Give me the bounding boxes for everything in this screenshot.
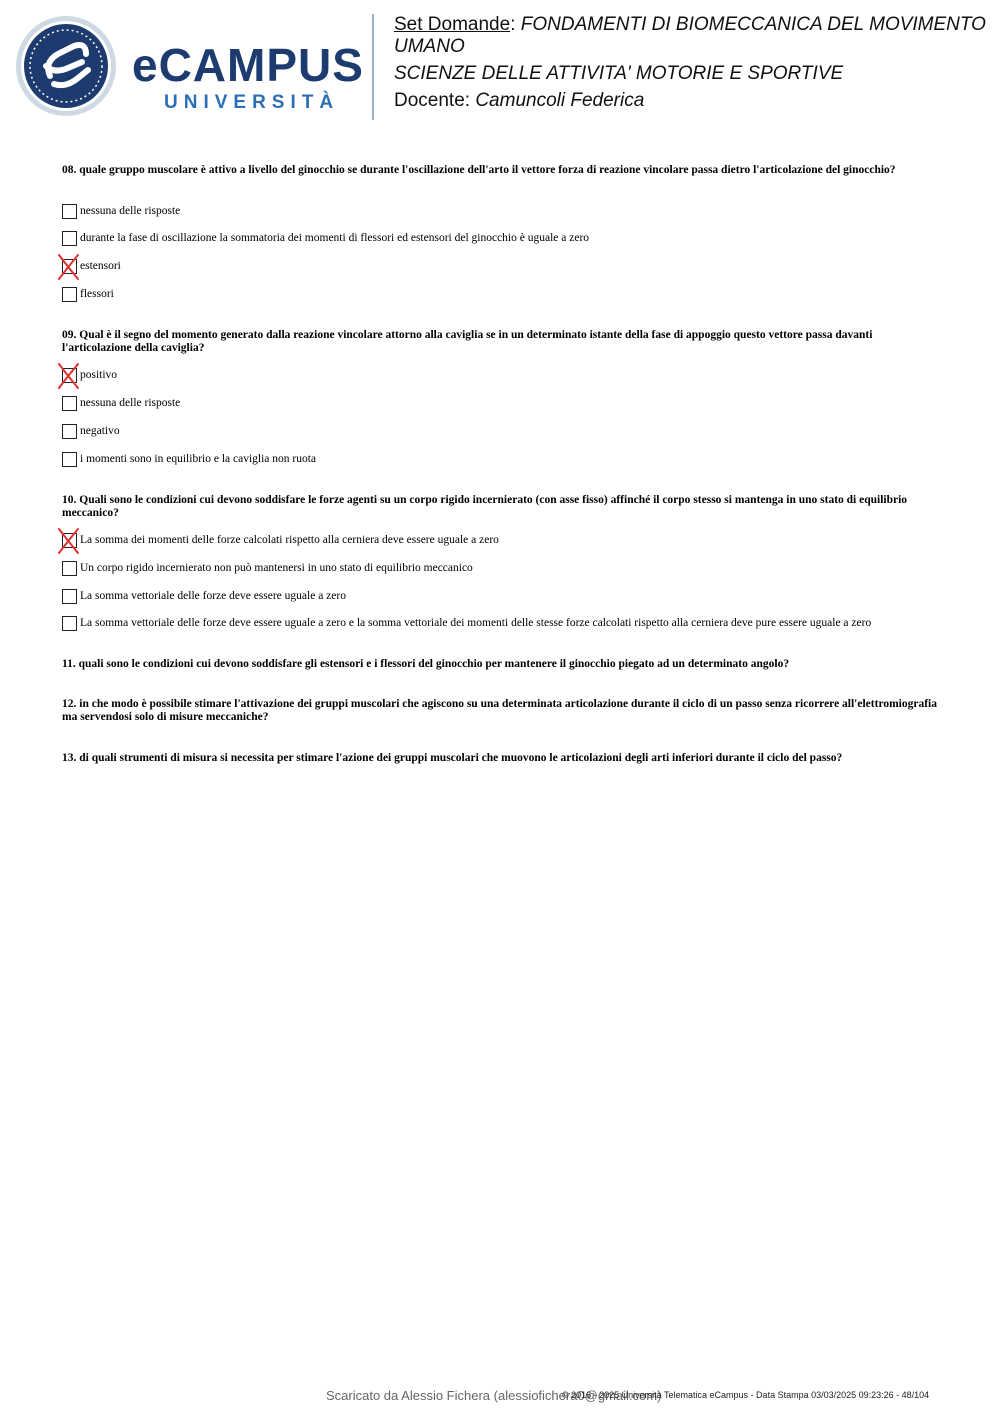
- option-label: flessori: [80, 288, 114, 300]
- checkbox[interactable]: [62, 589, 77, 604]
- answer-option[interactable]: [62, 287, 962, 303]
- course-name: SCIENZE DELLE ATTIVITA' MOTORIE E SPORTIVE: [394, 63, 844, 84]
- checkbox[interactable]: [62, 424, 77, 439]
- set-label: Set Domande: [394, 14, 511, 35]
- brand-name: eCAMPUS: [132, 39, 364, 91]
- checkbox[interactable]: [62, 452, 77, 467]
- option-label: estensori: [80, 260, 121, 272]
- checked-x-icon: [56, 253, 82, 281]
- answer-option[interactable]: [62, 589, 962, 605]
- header-divider: [372, 14, 374, 120]
- answer-option[interactable]: [62, 561, 962, 577]
- option-label: negativo: [80, 425, 120, 437]
- question-title: 08. quale gruppo muscolare è attivo a livello del ginocchio se durante l'oscillazione dell'arto il vettore forza di reazione vincolare passa dietro l'articolazione del ginocchio?: [62, 164, 896, 176]
- answer-option[interactable]: [62, 368, 962, 384]
- ecampus-logo: [14, 14, 364, 118]
- docente-name: Camuncoli Federica: [475, 90, 645, 111]
- answer-option[interactable]: [62, 396, 962, 412]
- option-label: nessuna delle risposte: [80, 205, 181, 217]
- docente-label: Docente:: [394, 90, 471, 111]
- question-title: 10. Quali sono le condizioni cui devono soddisfare le forze agenti su un corpo rigido incernierato (con asse fisso) affinché il corpo stesso si mantenga in uno stato di equilibrio meccanico?: [62, 494, 908, 519]
- answer-option[interactable]: [62, 259, 962, 275]
- checkbox[interactable]: [62, 396, 77, 411]
- option-label: La somma vettoriale delle forze deve essere uguale a zero e la somma vettoriale dei momenti delle stesse forze calcolati rispetto alla cerniera deve pure essere uguale a zero: [80, 617, 872, 629]
- question-title: 11. quali sono le condizioni cui devono soddisfare gli estensori e i flessori del ginocchio per mantenere il ginocchio piegato ad un determinato angolo?: [62, 658, 790, 670]
- checkbox[interactable]: [62, 231, 77, 246]
- course-row: [394, 63, 994, 85]
- checkbox[interactable]: [62, 561, 77, 576]
- checkbox[interactable]: [62, 616, 77, 631]
- footer-copyright: © 2016 - 2025 Università Telematica eCampus - Data Stampa 03/03/2025 09:23:26 - 48/104: [562, 1390, 930, 1400]
- answer-option[interactable]: [62, 533, 962, 549]
- checked-x-icon: [56, 527, 82, 555]
- checked-x-icon: [56, 362, 82, 390]
- answer-option[interactable]: [62, 204, 962, 220]
- docente-row: [394, 90, 994, 112]
- option-label: Un corpo rigido incernierato non può mantenersi in uno stato di equilibrio meccanico: [80, 562, 473, 574]
- option-label: La somma vettoriale delle forze deve essere uguale a zero: [80, 590, 346, 602]
- option-label: i momenti sono in equilibrio e la caviglia non ruota: [80, 453, 317, 465]
- set-title: FONDAMENTI DI BIOMECCANICA DEL MOVIMENTO UMANO: [394, 14, 986, 57]
- question-title: 13. di quali strumenti di misura si necessita per stimare l'azione dei gruppi muscolari che muovono le articolazioni degli arti inferiori durante il ciclo del passo?: [62, 752, 843, 764]
- question-title: 12. in che modo è possibile stimare l'attivazione dei gruppi muscolari che agiscono su una determinata articolazione durante il ciclo di un passo senza ricorrere all'elettromiografia ma servendosi solo di misure meccaniche?: [62, 698, 937, 723]
- answer-option[interactable]: [62, 452, 962, 468]
- brand-subtitle: UNIVERSITÀ: [164, 92, 340, 113]
- set-title-row: Set Domande: FONDAMENTI DI BIOMECCANICA DEL MOVIMENTO UMANO: [394, 14, 986, 57]
- download-watermark: Scaricato da Alessio Fichera (alessiofichera0@gmail.com): [326, 1388, 662, 1403]
- answer-option[interactable]: [62, 424, 962, 440]
- header-info: [394, 14, 994, 117]
- option-label: durante la fase di oscillazione la sommatoria dei momenti di flessori ed estensori del ginocchio è uguale a zero: [80, 232, 590, 244]
- option-label: nessuna delle risposte: [80, 397, 181, 409]
- checkbox[interactable]: [62, 204, 77, 219]
- checkbox[interactable]: [62, 287, 77, 302]
- option-label: positivo: [80, 369, 118, 381]
- answer-option[interactable]: [62, 616, 962, 632]
- ecampus-seal-icon: [14, 14, 118, 118]
- option-label: La somma dei momenti delle forze calcolati rispetto alla cerniera deve essere uguale a zero: [80, 534, 499, 546]
- answer-option[interactable]: [62, 231, 962, 247]
- question-title: 09. Qual è il segno del momento generato dalla reazione vincolare attorno alla caviglia se in un determinato istante della fase di appoggio questo vettore passa davanti l'articolazione della caviglia?: [62, 329, 873, 354]
